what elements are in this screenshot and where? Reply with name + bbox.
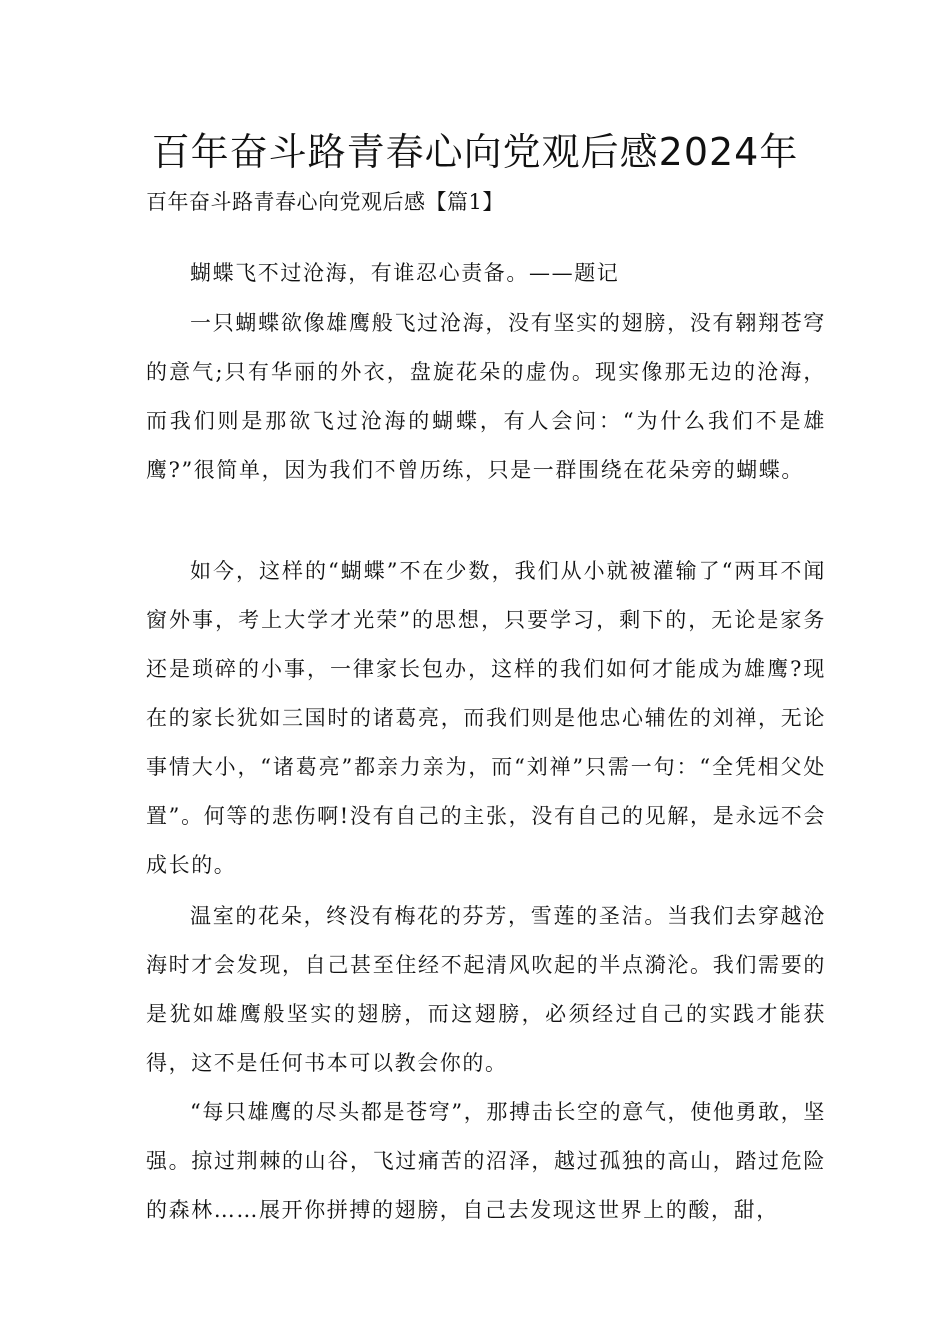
body-paragraph: 一只蝴蝶欲像雄鹰般飞过沧海，没有坚实的翅膀，没有翱翔苍穹的意气;只有华丽的外衣，盘旋花朵的虚伪。现实像那无边的沧海，而我们则是那欲飞过沧海的蝴蝶，有人会问：“为什么我们不是雄鹰?”很简单，因为我们不曾历练，只是一群围绕在花朵旁的蝴蝶。 [146,311,826,482]
document-title: 百年奋斗路青春心向党观后感2024年 [151,130,799,174]
epigraph-paragraph: 蝴蝶飞不过沧海，有谁忍心责备。——题记 [190,261,620,285]
body-paragraph: 如今，这样的“蝴蝶”不在少数，我们从小就被灌输了“两耳不闻窗外事，考上大学才光荣”的思想，只要学习，剩下的，无论是家务还是琐碎的小事，一律家长包办，这样的我们如何才能成为雄鹰?现在的家长犹如三国时的诸葛亮，而我们则是他忠心辅佐的刘禅，无论事情大小，“诸葛亮”都亲力亲为，而“刘禅”只需一句：“全凭相父处置”。何等的悲伤啊!没有自己的主张，没有自己的见解，是永远不会成长的。 [146,559,826,877]
body-paragraph: “每只雄鹰的尽头都是苍穹”，那搏击长空的意气，使他勇敢，坚强。掠过荆棘的山谷，飞过痛苦的沼泽，越过孤独的高山，踏过危险的森林……展开你拼搏的翅膀，自己去发现这世界上的酸，甜， [146,1100,826,1222]
body-paragraph: 温室的花朵，终没有梅花的芬芳，雪莲的圣洁。当我们去穿越沧海时才会发现，自己甚至住经不起清风吹起的半点漪沦。我们需要的是犹如雄鹰般坚实的翅膀，而这翅膀，必须经过自己的实践才能获得，这不是任何书本可以教会你的。 [146,904,826,1075]
document-subtitle: 百年奋斗路青春心向党观后感【篇1】 [146,190,504,214]
